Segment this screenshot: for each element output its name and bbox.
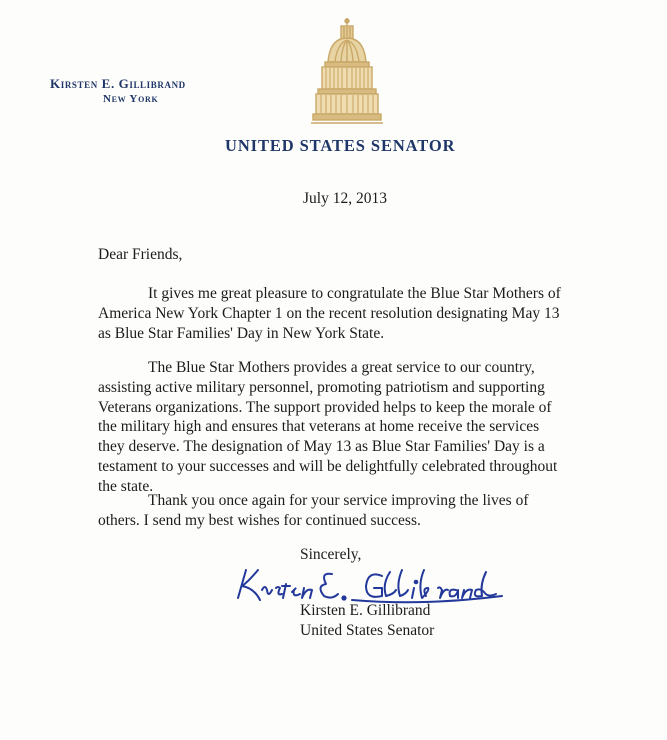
signer-title: United States Senator	[300, 622, 435, 639]
signer-name: Kirsten E. Gillibrand	[300, 602, 431, 619]
salutation: Dear Friends,	[98, 246, 183, 263]
body-paragraph-2: The Blue Star Mothers provides a great service to our country, assisting active military personnel, promoting patriotism and supporting Veterans organizations. The support provided helps to keep the morale of the military high and ensures that veterans at home receive the services they deserve. The designation of May 13 as Blue Star Families' Day is a testament to your successes and will be delightfully celebrated throughout the state.	[98, 359, 558, 495]
body-paragraph-1: It gives me great pleasure to congratulate the Blue Star Mothers of America New York Chapter 1 on the recent resolution designating May 13 as Blue Star Families' Day in New York State.	[98, 285, 561, 342]
handwritten-signature	[232, 560, 532, 608]
body-paragraph-3: Thank you once again for your service improving the lives of others. I send my best wishes for continued success.	[98, 492, 529, 529]
letterhead-state: New York	[103, 93, 159, 105]
senate-title: UNITED STATES SENATOR	[225, 136, 456, 155]
closing: Sincerely,	[300, 546, 362, 563]
letterhead-name: Kirsten E. Gillibrand	[50, 76, 186, 91]
letter-date: July 12, 2013	[303, 190, 387, 207]
capitol-dome-icon	[310, 16, 384, 126]
